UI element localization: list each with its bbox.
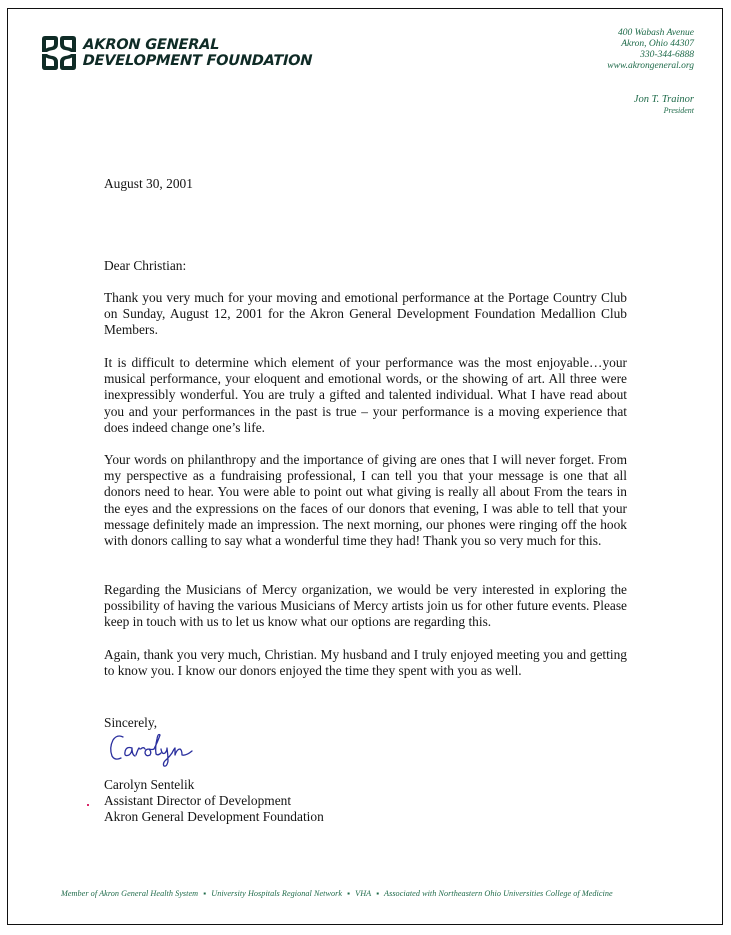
- signer-title: Assistant Director of Development: [104, 793, 292, 809]
- letterhead-president: [634, 94, 694, 116]
- signer-name: Carolyn Sentelik: [104, 777, 195, 792]
- organization-logo: [41, 35, 313, 71]
- letter-closing: Sincerely,: [104, 715, 158, 730]
- letter-paragraph: Your words on philanthropy and the importance of giving are ones that I will never forget. From my perspective as a fundraising professional, I can tell you that your message is one that all donors need to hear. You were able to point out what giving is really all about From the tears in the eyes and the expressions on the faces of our donors that evening, I was able to tell that your message definitely made an impression. The next morning, our phones were ringing off the hook with donors calling to say what a wonderful time they had! Thank you so very much for this.: [104, 452, 627, 549]
- letter-paragraph: Again, thank you very much, Christian. My husband and I truly enjoyed meeting you and getting to know you. I know our donors enjoyed the time they spent with you as well.: [104, 647, 627, 679]
- contact-phone: 330-344-6888: [640, 50, 694, 60]
- stray-ink-dot: [87, 804, 89, 806]
- bullet-separator-icon: ▪: [376, 889, 380, 898]
- quatrefoil-logo-icon: [41, 35, 77, 71]
- organization-name-line2: DEVELOPMENT FOUNDATION: [82, 53, 313, 69]
- contact-city: Akron, Ohio 44307: [621, 39, 694, 49]
- letterhead-contact: [607, 28, 694, 72]
- footer-item: VHA: [355, 889, 372, 898]
- letter-date: August 30, 2001: [104, 176, 193, 191]
- footer-item: University Hospitals Regional Network: [211, 889, 343, 898]
- handwritten-signature: [108, 731, 218, 769]
- letter-salutation: Dear Christian:: [104, 258, 187, 273]
- letter-paragraph: Thank you very much for your moving and emotional performance at the Portage Country Club on Sunday, August 12, 2001 for the Akron General Development Foundation Medallion Club Members.: [104, 290, 627, 338]
- organization-name-line1: AKRON GENERAL: [83, 37, 220, 53]
- footer-item: Associated with Northeastern Ohio Universities College of Medicine: [384, 889, 613, 898]
- bullet-separator-icon: ▪: [347, 889, 351, 898]
- letter-paragraph: Regarding the Musicians of Mercy organization, we would be very interested in exploring the possibility of having the various Musicians of Mercy artists join us for other future events. Please keep in touch with us to let us know what our options are regarding this.: [104, 582, 627, 630]
- letterhead-footer: [61, 889, 613, 898]
- bullet-separator-icon: ▪: [203, 889, 207, 898]
- president-name: Jon T. Trainor: [633, 94, 694, 105]
- president-title: President: [663, 106, 694, 115]
- contact-street: 400 Wabash Avenue: [618, 28, 694, 38]
- signer-organization: Akron General Development Foundation: [104, 809, 324, 825]
- signer-block: [104, 777, 627, 826]
- letter-paragraph: It is difficult to determine which element of your performance was the most enjoyable…your musical performance, your eloquent and emotional words, or the showing of art. All three were inexpressibly wonderful. You are truly a gifted and talented individual. What I have read about you and your performances in the past is true – your performance is a moving experience that does indeed change one’s life.: [104, 355, 627, 435]
- contact-website: www.akrongeneral.org: [607, 61, 694, 71]
- organization-name: [82, 37, 313, 69]
- footer-item: Member of Akron General Health System: [61, 889, 199, 898]
